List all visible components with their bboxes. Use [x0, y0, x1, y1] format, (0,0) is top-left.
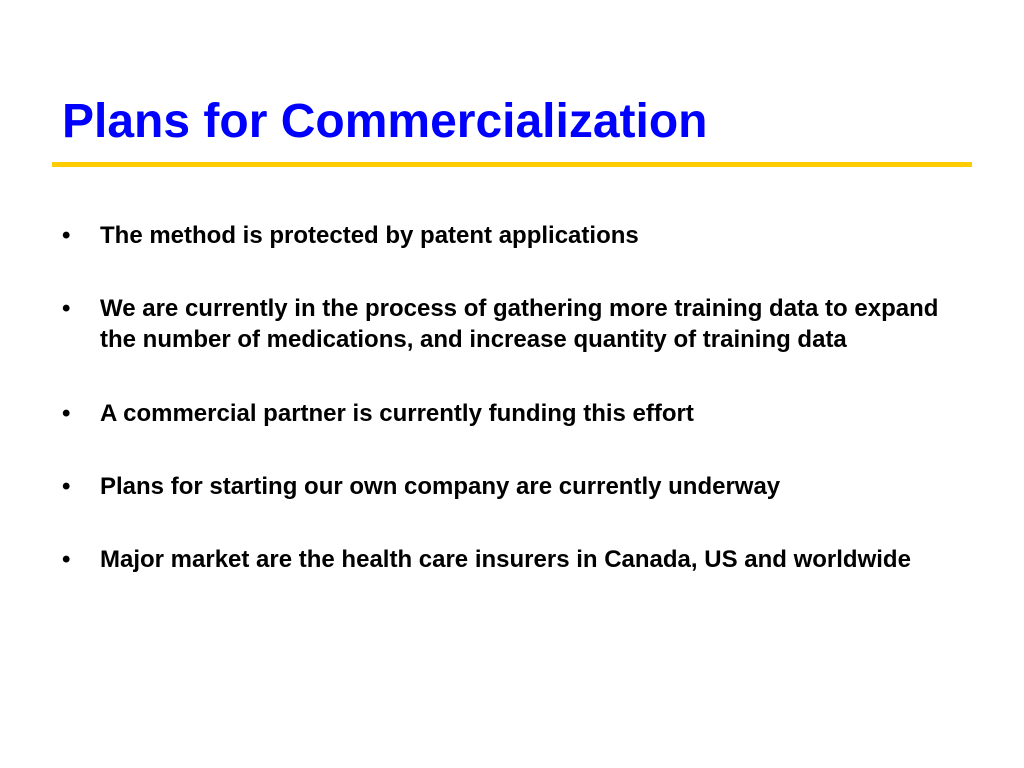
bullet-text: We are currently in the process of gathering more training data to expand the number of medications, and increase quantity of training data: [100, 295, 939, 353]
bullet-item-partner: [62, 398, 962, 429]
bullet-item-market: [62, 544, 962, 575]
bullet-text: Major market are the health care insurers in Canada, US and worldwide: [100, 546, 911, 573]
bullet-icon: •: [62, 295, 71, 322]
bullet-text: A commercial partner is currently funding this effort: [100, 400, 694, 427]
bullet-item-training-data: [62, 293, 962, 355]
bullet-text: Plans for starting our own company are currently underway: [100, 473, 781, 500]
bullet-icon: •: [62, 473, 71, 500]
title-underline-rule: [52, 162, 972, 167]
slide-title: Plans for Commercialization: [62, 95, 708, 148]
bullet-icon: •: [62, 222, 71, 249]
bullet-icon: •: [62, 546, 71, 573]
bullet-item-patent: [62, 220, 962, 251]
bullet-icon: •: [62, 400, 71, 427]
bullet-list: [62, 220, 962, 617]
bullet-text: The method is protected by patent applications: [100, 222, 639, 249]
bullet-item-company: [62, 471, 962, 502]
